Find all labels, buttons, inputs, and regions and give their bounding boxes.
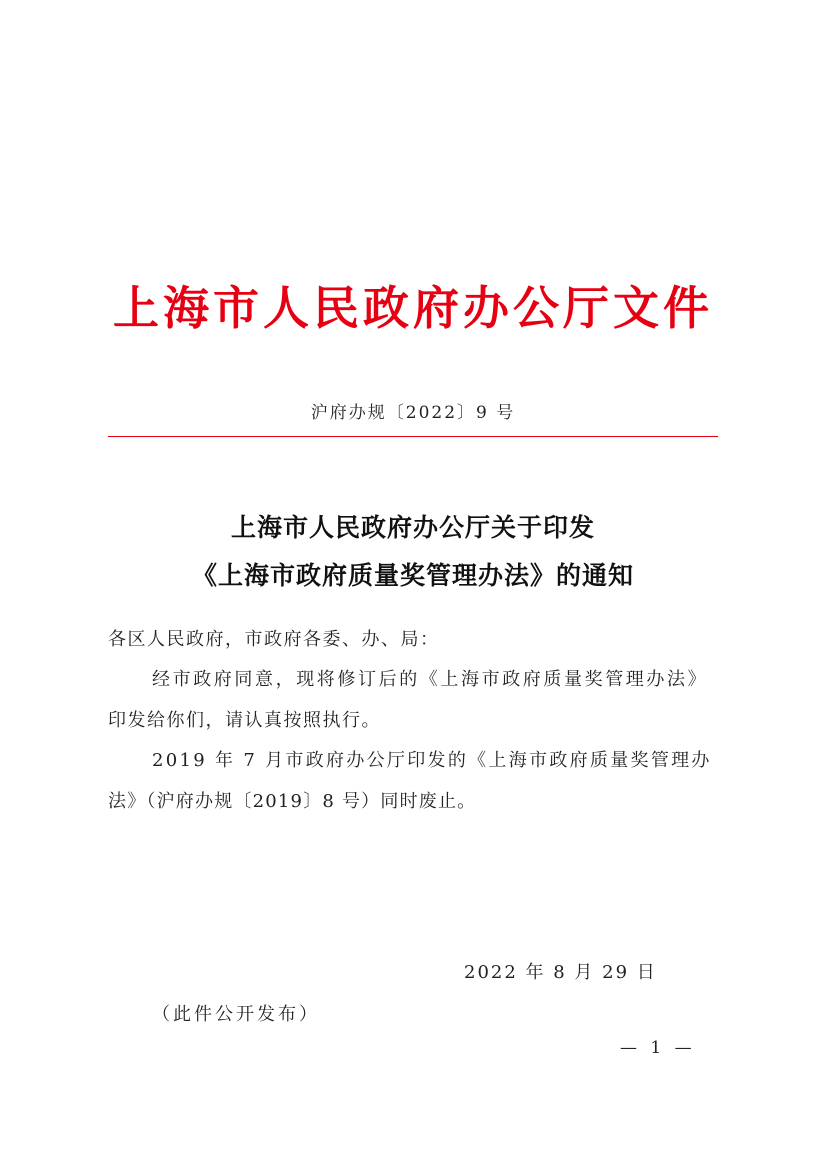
document-number: 沪府办规〔2022〕9 号 (310, 403, 516, 423)
page-number: — 1 — (620, 1038, 696, 1058)
salutation: 各区人民政府，市政府各委、办、局： (108, 629, 440, 650)
notice-title-line-1: 上海市人民政府办公厅关于印发 (230, 513, 595, 542)
notice-title-line-2: 《上海市政府质量奖管理办法》的通知 (191, 561, 634, 590)
paragraph-2-line-2: 法》（沪府办规〔2019〕8 号）同时废止。 (108, 791, 477, 812)
paragraph-2-line-1: 2019 年 7 月市政府办公厅印发的《上海市政府质量奖管理办 (152, 750, 712, 771)
issue-date: 2022 年 8 月 29 日 (464, 962, 657, 983)
masthead-title: 上海市人民政府办公厅文件 (113, 281, 713, 335)
paragraph-1-line-1: 经市政府同意，现将修订后的《上海市政府质量奖管理办法》 (152, 669, 709, 690)
paragraph-1-line-2: 印发给你们，请认真按照执行。 (108, 710, 381, 731)
red-divider-line (108, 436, 718, 437)
public-release-note: （此件公开发布） (152, 1004, 320, 1025)
